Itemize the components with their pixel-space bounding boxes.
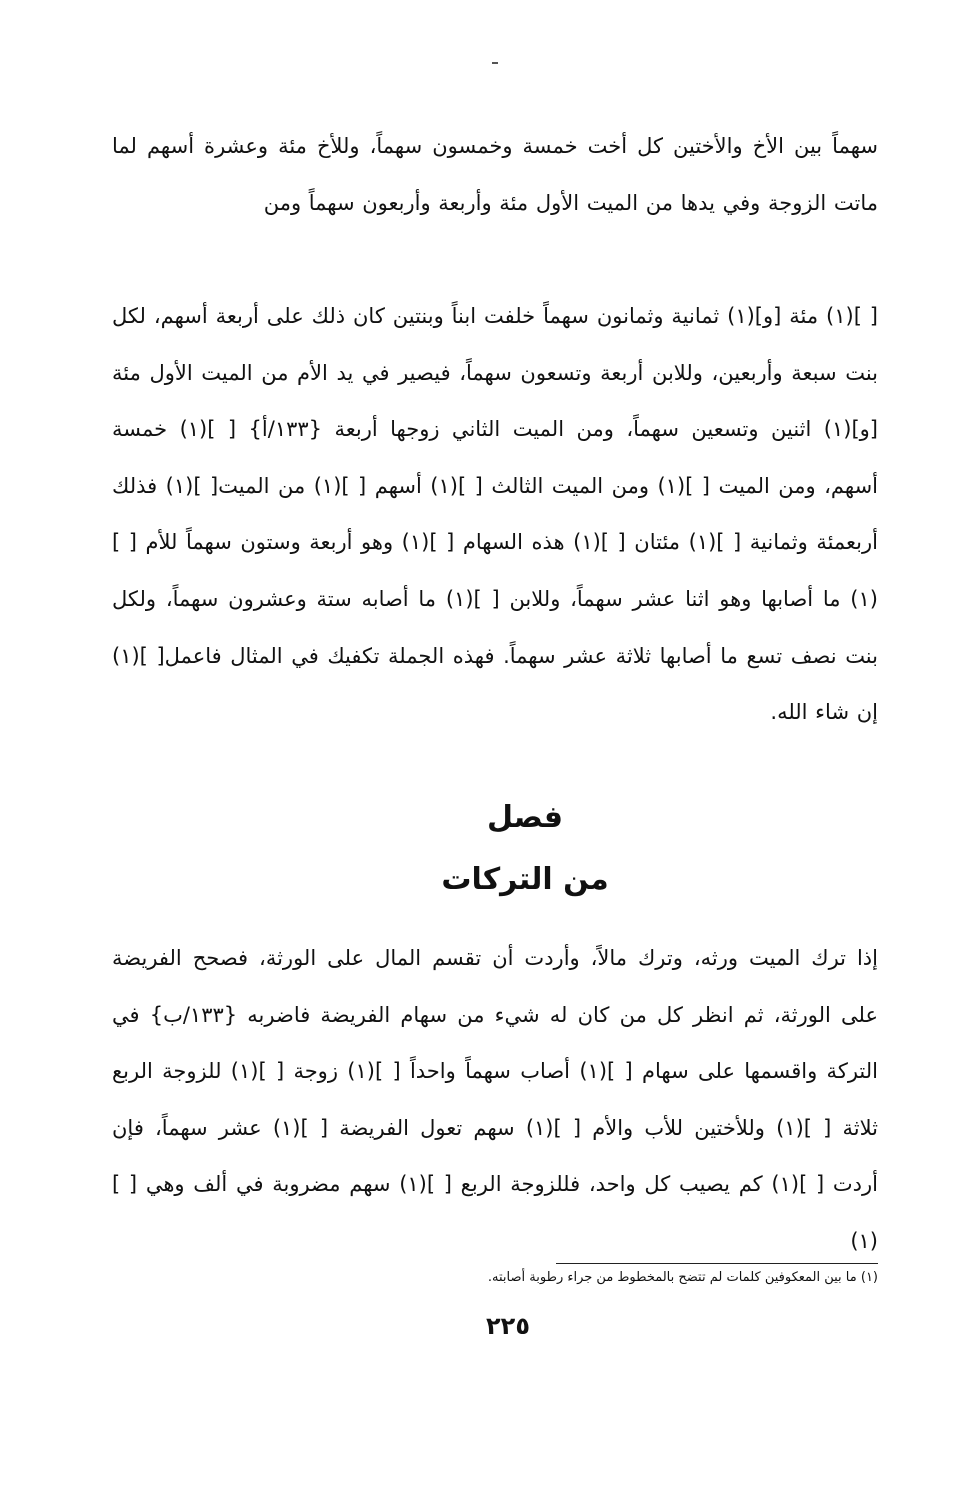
subsection-heading: من التركات	[441, 862, 609, 897]
page-mark	[492, 62, 498, 64]
paragraph-continuation: سهماً بين الأخ والأختين كل أخت خمسة وخمسون سهماً، وللأخ مئة وعشرة أسهم لما ماتت الزوجة وفي يدها من الميت الأول مئة وأربعة وأربعون سهماً ومن	[112, 134, 878, 215]
footnote-divider	[556, 1263, 878, 1264]
paragraph-inheritance-example: [ ](١) مئة [و](١) ثمانية وثمانون سهماً خلفت ابناً وبنتين كان ذلك على أربعة أسهم، لكل بنت سبعة وأربعين، وللابن أربعة وتسعون سهماً، فيصير في يد الأم من الميت الأول مئة [و](١) اثنين وتسعين سهماً، ومن الميت الثاني زوجها أربعة {١٣٣/أ} [ ](١) خمسة أسهم، ومن الميت [ ](١) ومن الميت الثالث [ ](١) أسهم [ ](١) من الميت[ ](١) فذلك أربعمئة وثمانية [ ](١) مئتان [ ](١) هذه السهام [ ](١) وهو أربعة وستون سهماً للأم [ ](١) ما أصابها وهو اثنا عشر سهماً، وللابن [ ](١) ما أصابه ستة وعشرون سهماً، ولكل بنت نصف تسع ما أصابها ثلاثة عشر سهماً. فهذه الجملة تكفيك في المثال فاعمل[ ](١) إن شاء الله.	[112, 304, 879, 725]
paragraph-estates: إذا ترك الميت ورثه، وترك مالاً، وأردت أن تقسم المال على الورثة، فصحح الفريضة على الورثة، ثم انظر كل من كان له شيء من سهام الفريضة فاضربه {١٣٣/ب} في التركة واقسمها على سهام [ ](١) أصاب سهماً واحداً [ ](١) زوجة [ ](١) للزوجة الربع ثلاثة [ ](١) وللأختين للأب والأم [ ](١) سهم تعول الفريضة [ ](١) عشر سهماً، فإن أردت [ ](١) كم يصيب كل واحد، فللزوجة الربع [ ](١) سهم مضروبة في ألف وهي [ ](١)	[112, 946, 878, 1253]
page-number: ٢٢٥	[486, 1312, 530, 1340]
footnote: (١) ما بين المعكوفين كلمات لم تتضح بالمخطوط من جراء رطوبة أصابته.	[487, 1270, 878, 1285]
section-heading: فصل	[487, 800, 563, 835]
